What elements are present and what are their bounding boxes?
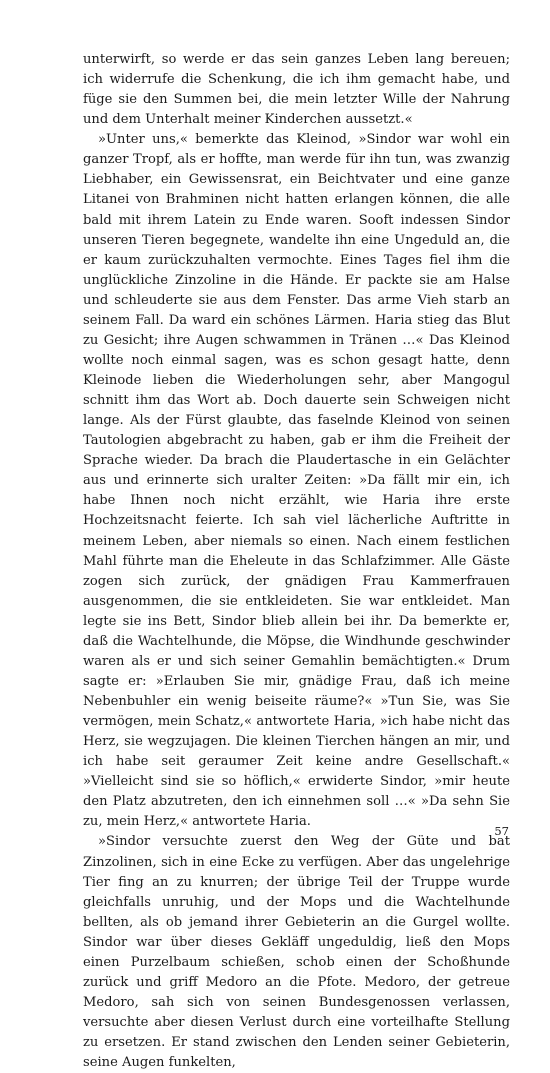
paragraph: »Sindor versuchte zuerst den Weg der Güte und bat Zinzolinen, sich in eine Ecke zu verfügen. Aber das ungelehrige Tier fing an zu knurren; der übrige Teil der Truppe wurde gleichfalls unruhig, und der Mops und die Wachtelhunde bellten, als ob jemand ihrer Gebieterin an die Gurgel wollte. Sindor war über dieses Gekläff ungeduldig, ließ den Mops einen Purzelbaum schießen, schob einen der Schoßhunde zurück und griff Medoro an die Pfote. Medoro, der getreue Medoro, sah sich von seinen Bundesgenossen verlassen, versuchte aber diesen Verlust durch eine vorteilhafte Stellung zu ersetzen. Er stand zwischen den Lenden seiner Gebieterin, seine Augen funkelten, [83,834,510,1071]
paragraph: »Unter uns,« bemerkte das Kleinod, »Sindor war wohl ein ganzer Tropf, als er hoffte, man werde für ihn tun, was zwanzig Liebhaber, ein Gewissensrat, ein Beichtvater und eine ganze Litanei von Brahminen nicht hatten erlangen können, die alle bald mit ihrem Latein zu Ende waren. Sooft indessen Sindor unseren Tieren begegnete, wandelte ihn eine Ungeduld an, die er kaum zurückzuhalten vermochte. Eines Tages fiel ihm die unglückliche Zinzoline in die Hände. Er packte sie am Halse und schleuderte sie aus dem Fenster. Das arme Vieh starb an seinem Fall. Da ward ein schönes Lärmen. Haria stieg das Blut zu Gesicht; ihre Augen schwammen in Tränen …« Das Kleinod wollte noch einmal sagen, was es schon gesagt hatte, denn Kleinode lieben die Wiederholungen sehr, aber Mangogul schnitt ihm das Wort ab. Doch dauerte sein Schweigen nicht lange. Als der Fürst glaubte, das faselnde Kleinod von seinen Tautologien abgebracht zu haben, gab er ihm die Freiheit der Sprache wieder. Da brach die Plaudertasche in ein Gelächter aus und erinnerte sich uralter Zeiten: »Da fällt mir ein, ich habe Ihnen noch nicht erzählt, wie Haria ihre erste Hochzeitsnacht feierte. Ich sah viel lächerliche Auftritte in meinem Leben, aber niemals so einen. Nach einem festlichen Mahl führte man die Eheleute in das Schlafzimmer. Alle Gäste zogen sich zurück, der gnädigen Frau Kammerfrauen ausgenommen, die sie entkleideten. Sie war entkleidet. Man legte sie ins Bett, Sindor blieb allein bei ihr. Da bemerkte er, daß die Wachtelhunde, die Möpse, die Windhunde geschwinder waren als er und sich seiner Gemahlin bemächtigten.« Drum sagte er: »Erlauben Sie mir, gnädige Frau, daß ich meine Nebenbuhler ein wenig beiseite räume?« »Tun Sie, was Sie vermögen, mein Schatz,« antwortete Haria, »ich habe nicht das Herz, sie wegzujagen. Die kleinen Tierchen hängen an mir, und ich habe seit geraumer Zeit keine andre Gesellschaft.« »Vielleicht sind sie so höflich,« erwiderte Sindor, »mir heute den Platz abzutreten, den ich einnehmen soll …« »Da sehn Sie zu, mein Herz,« antwortete Haria. [83,132,510,830]
page-number: 57 [494,824,509,838]
book-page-body [83,50,510,1073]
paragraph-continued: unterwirft, so werde er das sein ganzes Leben lang bereuen; ich widerrufe die Schenkung, die ich ihm gemacht habe, und füge sie den Summen bei, die mein letzter Wille der Nahrung und dem Unterhalt meiner Kinderchen aussetzt.« [83,52,510,128]
